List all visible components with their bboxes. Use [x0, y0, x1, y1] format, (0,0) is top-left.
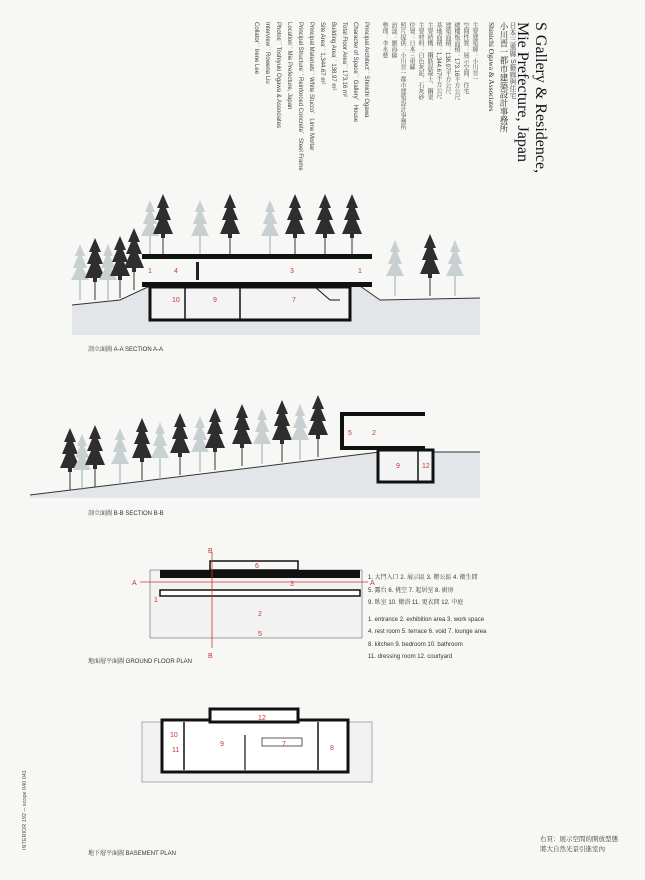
- ground-plan-label: 2: [258, 611, 262, 618]
- credits-cn-line: 主要材料：白色灰泥、石灰砂: [417, 22, 423, 100]
- section-bb-label: 12: [422, 463, 430, 470]
- ground-plan-caption: 地面層平面圖 GROUND FLOOR PLAN: [88, 659, 193, 665]
- page-runner: INTERIOR 192 ─ scope 040 041: [22, 770, 28, 851]
- credits-en-line: Character of Space：Gallery、House: [352, 22, 358, 123]
- credits-en-line: Total Floor Area：173.16 m²: [341, 22, 347, 98]
- credits-cn-line: 空間性質：展示空間、住宅: [462, 22, 468, 94]
- section-marker: A: [370, 580, 375, 587]
- section-marker: B: [208, 548, 213, 555]
- section-marker: A: [132, 580, 137, 587]
- credits-en-line: Site Area：1,344.67 m²: [319, 22, 325, 85]
- section-bb-label: 5: [348, 430, 352, 437]
- credits-en-line: Photos：Toshiyuki Ogawa & Associates: [275, 22, 281, 129]
- credits-en-line: Location：Mie Prefecture, Japan: [286, 22, 292, 110]
- credits-en-line: Interview：Rowena Liu: [264, 22, 270, 84]
- section-aa-label: 1: [148, 268, 152, 275]
- legend-en-1: 1. entrance 2. exhibition area 3. work space: [368, 616, 485, 623]
- section-aa-caption: 剖立面圖 A-A SECTION A-A: [88, 347, 164, 353]
- legend-cn-3: 9. 臥室 10. 衛浴 11. 更衣間 12. 中庭: [368, 600, 464, 606]
- credits-cn-line: 基地面積：1,344.67平方公尺: [435, 22, 441, 100]
- credits-cn-line: 照片提供：小川晋一都市建築設計事務所: [399, 22, 405, 130]
- basement-plan-label: 7: [282, 741, 286, 748]
- ground-plan-label: 6: [255, 563, 259, 570]
- caption-note-1: 右頁：展示空間的開放型態: [540, 836, 618, 843]
- section-bb-label: 9: [396, 463, 400, 470]
- section-aa-label: 10: [172, 297, 180, 304]
- basement-plan-label: 8: [330, 745, 334, 752]
- ground-plan-label: 1: [154, 597, 158, 604]
- architect-cn: 小川晋一都市建築設計事務所: [499, 22, 509, 133]
- basement-plan-label: 9: [220, 741, 224, 748]
- section-bb-label: 2: [372, 430, 376, 437]
- architect-en: Shinichi Ogawa & Associates: [487, 22, 496, 112]
- section-aa-label: 7: [292, 297, 296, 304]
- credits-en-line: Building Area：138.97 m²: [330, 22, 336, 91]
- credits-cn-line: 主要建築師：小川晋一: [471, 22, 477, 82]
- credits-en-line: Collator：Irene Lee: [253, 22, 259, 75]
- basement-plan-label: 12: [258, 715, 266, 722]
- credits-cn-line: 主要結構：鋼筋混凝土、鋼架: [426, 22, 432, 100]
- credits-cn-line: 建築面積：138.97平方公尺: [444, 22, 450, 95]
- legend-en-3: 8. kitchen 9. bedroom 10. bathroom: [368, 641, 463, 648]
- basement-plan-caption: 地下層平面圖 BASEMENT PLAN: [88, 851, 176, 857]
- credits-cn-line: 整理：李永慈: [381, 22, 387, 58]
- credits-en-line: Principal Architect：Shinichi Ogawa: [363, 22, 369, 118]
- section-aa-label: 9: [213, 297, 217, 304]
- section-aa-label: 3: [290, 268, 294, 275]
- credits-en-line: Principal Materials：White Stucco、Lime Mortar: [308, 22, 314, 151]
- legend-cn-1: 1. 大門入口 2. 展示區 3. 辦公區 4. 衛生間: [368, 575, 478, 581]
- credits-cn-line: 訪談：劉海倫: [390, 22, 396, 58]
- section-aa-label: 1: [358, 268, 362, 275]
- basement-plan-label: 11: [172, 747, 180, 754]
- legend-cn-2: 5. 露台 6. 挑空 7. 起居室 8. 廚房: [368, 587, 454, 594]
- legend-en-4: 11. dressing room 12. courtyard: [368, 654, 453, 660]
- section-aa-label: 4: [174, 268, 178, 275]
- section-marker: B: [208, 653, 213, 660]
- ground-plan-label: 5: [258, 631, 262, 638]
- title-line-2: Mie Prefecture, Japan: [514, 22, 531, 162]
- legend: [368, 572, 486, 664]
- title-line-1: S Gallery & Residence,: [532, 22, 549, 174]
- credits-en-line: Principal Structure：Reinforced Concrete、Steel Frame: [297, 22, 303, 171]
- basement-plan-label: 10: [170, 732, 178, 739]
- ground-plan-label: 3: [290, 581, 294, 588]
- location-cn: 日本三重縣 S藝廊與住宅: [509, 22, 516, 99]
- section-bb-caption: 剖立面圖 B-B SECTION B-B: [88, 511, 164, 517]
- credits-cn-line: 總樓板面積：173.16平方公尺: [453, 22, 459, 101]
- credits-cn-line: 位置：日本三重縣: [408, 22, 414, 70]
- caption-note-2: 將大自然光景引進室內: [540, 846, 605, 853]
- legend-en-2: 4. rest room 5. terrace 6. void 7. lounge area: [368, 629, 487, 635]
